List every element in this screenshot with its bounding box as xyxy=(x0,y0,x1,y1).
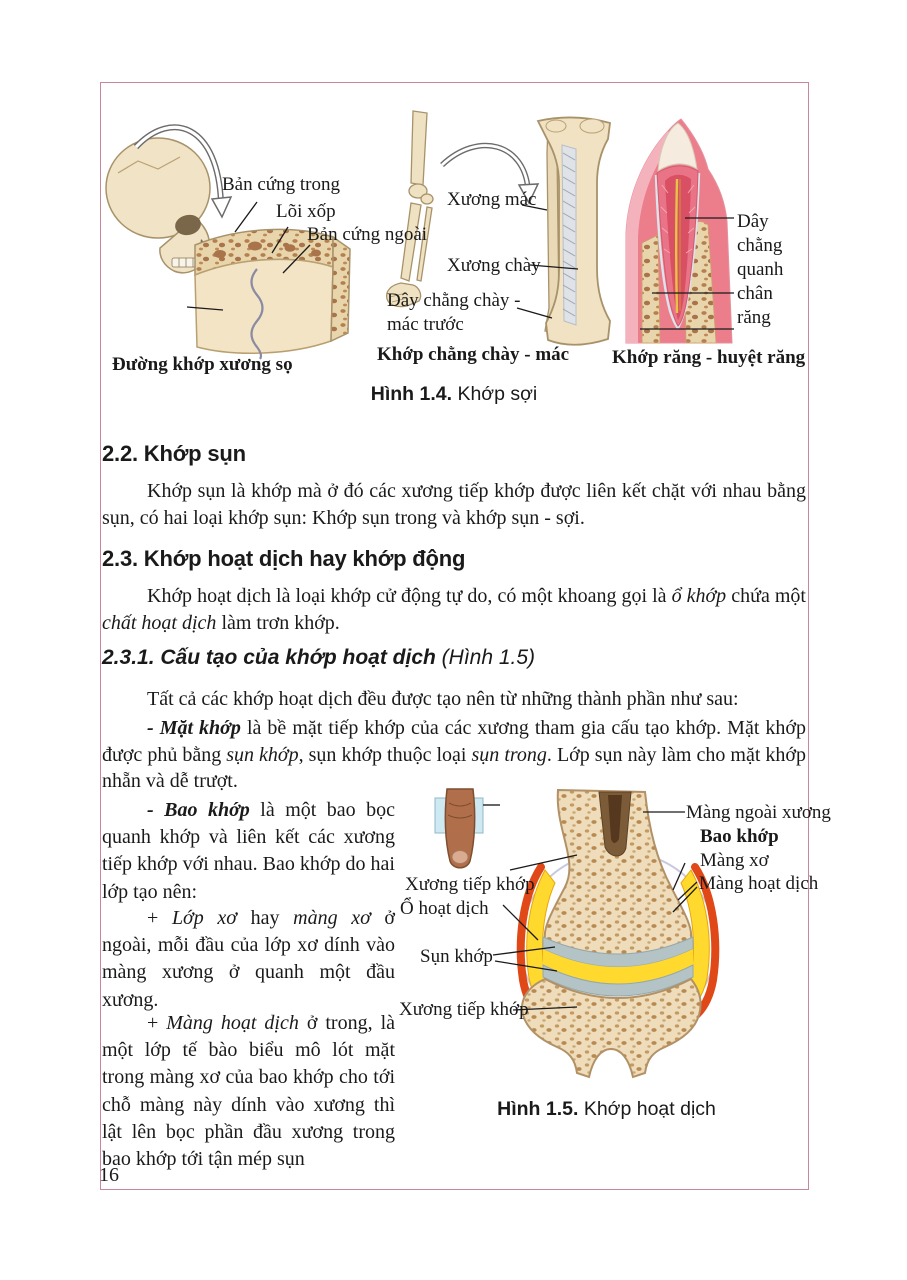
label-ban-cung-trong: Bản cứng trong xyxy=(222,174,340,195)
text-run: . Lớp sụn này làm cho mặt khớp nhẵn và dễ trượt. xyxy=(102,743,806,792)
label-loi-xop: Lõi xốp xyxy=(276,201,336,222)
text-run: Tất cả các khớp hoạt dịch đều được tạo nên từ những thành phần như sau: xyxy=(147,688,739,710)
label-mang-hoat-dich: Màng hoạt dịch xyxy=(699,873,819,894)
text-run: làm trơn khớp. xyxy=(216,611,340,634)
text-run: , sụn khớp thuộc loại xyxy=(298,743,472,766)
bone-block xyxy=(195,229,350,359)
text-run: là bề mặt tiếp khớp của các xương tham gia cấu tạo khớp. Mặt khớp được phủ bằng xyxy=(102,717,806,766)
text-run: + xyxy=(147,1012,167,1034)
label-xuong-chay: Xương chày xyxy=(447,255,541,276)
label-ban-cung-ngoai: Bản cứng ngoài xyxy=(307,224,428,245)
figure-1-5-caption xyxy=(403,1098,810,1121)
label-xuong-tiep-khop-duoi: Xương tiếp khớp xyxy=(399,999,529,1020)
knee-joint-illustration xyxy=(520,790,716,1077)
heading-2-2: 2.2. Khớp sụn xyxy=(102,441,246,466)
text-run: ổ khớp xyxy=(671,585,727,607)
text-run: chất hoạt dịch xyxy=(102,611,217,634)
label-xuong-mac: Xương mác xyxy=(447,189,537,210)
label-sun-khop: Sụn khớp xyxy=(420,946,493,967)
text-run: ở trong, là một lớp tế bào biểu mô lót mặt trong màng xơ của bao khớp cho tới chỗ màng này dính vào xương thì lật lên bọc phần đầu xương trong bao khớp tới tận mép sụn xyxy=(102,1012,396,1171)
figure-1-5-caption-number: Hình 1.5. xyxy=(497,1098,579,1120)
heading-2-3-1-figref: (Hình 1.5) xyxy=(441,646,536,669)
label-day-chang-quanh-chan-rang: Dây chằng quanh chân răng xyxy=(737,211,784,328)
label-xuong-tiep-khop-tren: Xương tiếp khớp xyxy=(405,874,535,895)
paragraph-khop-hoat-dich xyxy=(102,583,806,636)
figure-1-4-caption xyxy=(100,383,808,406)
caption-leg: Khớp chằng chày - mác xyxy=(377,344,570,365)
text-run: ở ngoài, mỗi đầu của lớp xơ dính vào màng xương ở quanh một đầu xương. xyxy=(102,907,396,1011)
label-bao-khop: Bao khớp xyxy=(700,826,779,847)
text-run: - Mặt khớp xyxy=(147,717,241,739)
figure-1-4-caption-number: Hình 1.4. xyxy=(370,383,453,405)
text-run: hay xyxy=(236,907,294,929)
text-run: + xyxy=(147,907,172,929)
paragraph-lop-xo xyxy=(102,905,395,1014)
text-run: Lớp xơ xyxy=(171,907,237,929)
text-run: sụn trong xyxy=(471,743,547,766)
text-run: - Bao khớp xyxy=(147,799,250,821)
paragraph-khop-sun xyxy=(102,478,806,531)
text-run: chứa một xyxy=(726,585,806,607)
label-day-chang-chay-mac: Dây chằng chày - mác trước xyxy=(387,290,521,335)
text-run: Khớp sụn là khớp mà ở đó các xương tiếp khớp được liên kết chặt với nhau bằng sụn, có hai loại khớp sụn: Khớp sụn trong và khớp sụn - sợi. xyxy=(102,480,806,529)
heading-2-3-1 xyxy=(102,646,535,670)
text-run: Màng hoạt dịch xyxy=(166,1012,299,1034)
figure-1-4-caption-text: Khớp sợi xyxy=(452,383,538,405)
caption-tooth: Khớp răng - huyệt răng xyxy=(612,347,806,368)
paragraph-bao-khop xyxy=(102,797,395,906)
paragraph-thanh-phan xyxy=(102,686,806,713)
text-run: là một bao bọc quanh khớp và liên kết các xương tiếp khớp với nhau. Bao khớp do hai lớp tạo nên: xyxy=(102,799,395,903)
finger-inset xyxy=(435,789,500,868)
page-number: 16 xyxy=(99,1164,119,1186)
paragraph-mang-hoat-dich xyxy=(102,1010,395,1173)
figure-1-5-caption-text: Khớp hoạt dịch xyxy=(578,1098,716,1120)
heading-2-3: 2.3. Khớp hoạt dịch hay khớp động xyxy=(102,546,466,571)
text-run: màng xơ xyxy=(293,907,371,929)
label-o-hoat-dich: Ổ hoạt dịch xyxy=(400,898,489,919)
tooth-illustration xyxy=(626,119,732,343)
caption-skull: Đường khớp xương sọ xyxy=(112,354,293,375)
label-mang-xo: Màng xơ xyxy=(700,850,769,871)
text-run: Khớp hoạt dịch là loại khớp cử động tự do, có một khoang gọi là xyxy=(147,585,672,607)
heading-2-3-1-main: 2.3.1. Cấu tạo của khớp hoạt dịch xyxy=(102,646,442,669)
label-mang-ngoai-xuong: Màng ngoài xương xyxy=(686,802,831,823)
text-run: sụn khớp xyxy=(226,743,299,766)
